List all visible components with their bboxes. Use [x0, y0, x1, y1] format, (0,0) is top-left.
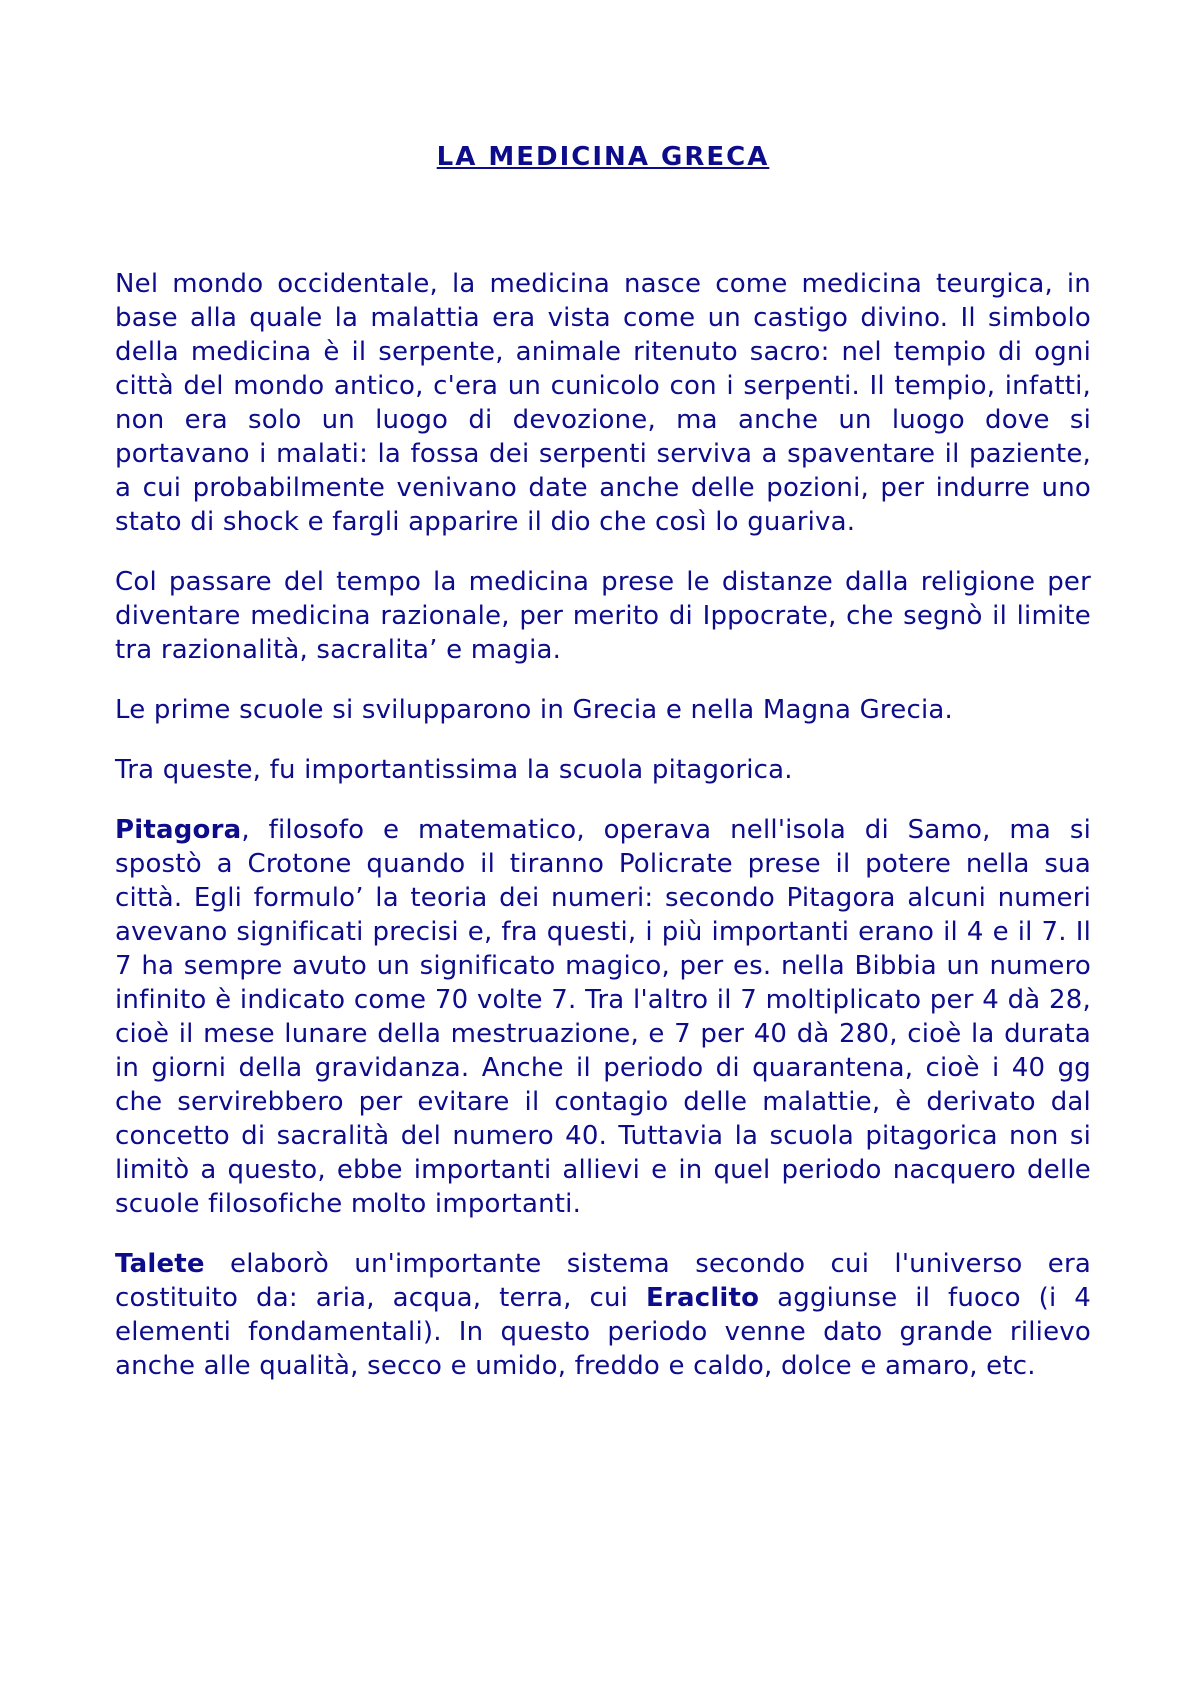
keyword-eraclito: Eraclito	[645, 1283, 760, 1313]
keyword-pitagora: Pitagora	[115, 815, 242, 845]
paragraph-pitagora	[115, 813, 1091, 1221]
keyword-talete: Talete	[115, 1249, 205, 1279]
paragraph-pitagora-text: , filosofo e matematico, operava nell'isola di Samo, ma si spostò a Crotone quando il tiranno Policrate prese il potere nella sua città. Egli formulo’ la teoria dei numeri: secondo Pitagora alcuni numeri avevano significati precisi e, fra questi, i più importanti erano il 4 e il 7. Il 7 ha sempre avuto un significato magico, per es. nella Bibbia un numero infinito è indicato come 70 volte 7. Tra l'altro il 7 moltiplicato per 4 dà 28, cioè il mese lunare della mestruazione, e 7 per 40 dà 280, cioè la durata in giorni della gravidanza. Anche il periodo di quarantena, cioè i 40 gg che servirebbero per evitare il contagio delle malattie, è derivato dal concetto di sacralità del numero 40. Tuttavia la scuola pitagorica non si limitò a questo, ebbe importanti allievi e in quel periodo nacquero delle scuole filosofiche molto importanti.	[115, 815, 1091, 1219]
document-body	[115, 140, 1091, 1409]
document-title: LA MEDICINA GRECA	[436, 142, 770, 172]
paragraph-talete	[115, 1247, 1091, 1383]
paragraph-first-schools: Le prime scuole si svilupparono in Grecia e nella Magna Grecia.	[115, 695, 953, 725]
paragraph-teurgic-medicine: Nel mondo occidentale, la medicina nasce come medicina teurgica, in base alla quale la malattia era vista come un castigo divino. Il simbolo della medicina è il serpente, animale ritenuto sacro: nel tempio di ogni città del mondo antico, c'era un cunicolo con i serpenti. Il tempio, infatti, non era solo un luogo di devozione, ma anche un luogo dove si portavano i malati: la fossa dei serpenti serviva a spaventare il paziente, a cui probabilmente venivano date anche delle pozioni, per indurre uno stato di shock e fargli apparire il dio che così lo guariva.	[115, 269, 1091, 537]
paragraph-rational-medicine: Col passare del tempo la medicina prese le distanze dalla religione per diventare medicina razionale, per merito di Ippocrate, che segnò il limite tra razionalità, sacralita’ e magia.	[115, 567, 1091, 665]
paragraph-pythagorean-school: Tra queste, fu importantissima la scuola pitagorica.	[115, 755, 793, 785]
paragraph-talete-text-1: elaborò un'importante sistema secondo cui l'universo era costituito da: aria, acqua, terra, cui	[115, 1249, 1091, 1313]
paragraph-talete-text-2: aggiunse il fuoco (i 4 elementi fondamentali). In questo periodo venne dato grande rilievo anche alle qualità, secco e umido, freddo e caldo, dolce e amaro, etc.	[115, 1283, 1091, 1381]
